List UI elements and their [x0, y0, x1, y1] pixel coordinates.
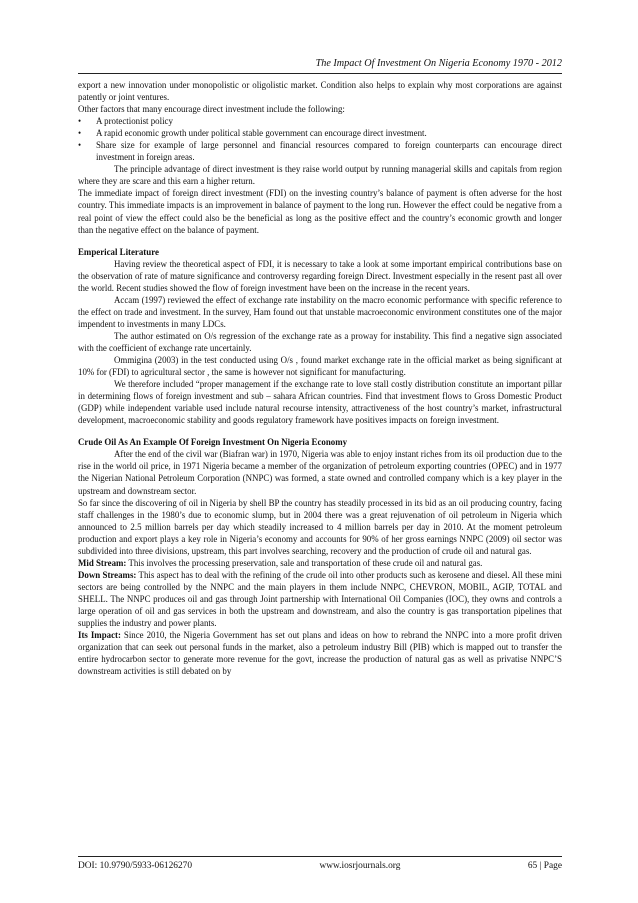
article-body [78, 79, 562, 677]
intro-paragraph-1: export a new innovation under monopolistic or oligolistic market. Condition also helps to explain why most corporations are against patently or joint ventures. [78, 80, 562, 103]
impact-label: Its Impact: [78, 630, 121, 641]
emperical-heading: Emperical Literature [78, 246, 159, 257]
midstream-label: Mid Stream: [78, 557, 127, 568]
bullet-icon: • [78, 140, 82, 151]
page [78, 58, 562, 677]
crude-paragraph-1: After the end of the civil war (Biafran war) in 1970, Nigeria was able to enjoy instant riches from its oil production due to the rise in the world oil price, in 1971 Nigeria became a member of the organization of petroleum exporting countries (OPEC) and in 1977 the Nigerian National Petroleum Corporation (NNPC) was formed, a state owned and controlled company which is a key player in the upstream and downstream sector. [78, 449, 562, 496]
downstream-label: Down Streams: [78, 569, 137, 580]
running-header: The Impact Of Investment On Nigeria Economy 1970 - 2012 [78, 58, 562, 74]
crude-oil-heading: Crude Oil As An Example Of Foreign Investment On Nigeria Economy [78, 437, 348, 448]
list-item: • A protectionist policy [78, 116, 173, 127]
impact-paragraph: Its Impact: Since 2010, the Nigeria Government has set out plans and ideas on how to rebrand the NNPC into a more profit driven organization that can seek out personal funds in the market, also a petroleum industry Bill (PIB) which is mapped out to transfer the entire hydrocarbon sector to generate more revenue for the govt, increase the production of natural gas as well as privatise NNPC’S downstream activities is still debated on by [78, 630, 562, 677]
downstream-paragraph: Down Streams: This aspect has to deal with the refining of the crude oil into other products such as kerosene and diesel. All these mini sectors are being controlled by the NNPC and the main players in them include NNPC, CHEVRON, MOBIL, AGIP, TOTAL and SHELL. The NNPC produces oil and gas through Joint partnership with International Oil Companies (IOC), they owns and controls a large operation of oil and gas services in both the upstream and downstream, and also the country is gas transportation pipelines that supplies the industry and power plants. [78, 569, 563, 629]
page-footer [78, 856, 562, 872]
page-number: 65 | Page [527, 861, 562, 871]
intro-paragraph-3: The principle advantage of direct investment is they raise world output by running managerial skills and capitals from region where they are scare and this earn a higher return. [78, 164, 562, 187]
emperical-paragraph-3: The author estimated on O/s regression of the exchange rate as a proway for instability. This find a negative sign associated with the coefficient of exchange rate uncertainly. [78, 330, 562, 353]
list-item: • A rapid economic growth under political stable government can encourage direct investment. [78, 128, 427, 139]
list-item: • Share size for example of large personnel and financial resources compared to foreign counterparts can encourage direct investment in foreign areas. [78, 140, 562, 163]
emperical-paragraph-1: Having review the theoretical aspect of FDI, it is necessary to take a look at some important empirical contributions base on the observation of rate of mature significance and controversy regarding foreign Direct. Investment especially in the resent past all over the world. Recent studies showed the flow of foreign investment have been on the increase in the recent years. [78, 258, 562, 293]
factors-list [78, 115, 562, 163]
intro-paragraph-4: The immediate impact of foreign direct investment (FDI) on the investing country’s balance of payment is often adverse for the host country. This immediate impacts is an improvement in balance of payment to the long run. However the effect could be negative from a real point of view the effect could also be the beneficial as long as the positive effect and the country’s economic growth and longer than the negative effect on the balance of payment. [78, 188, 562, 235]
midstream-paragraph: Mid Stream: This involves the processing preservation, sale and transportation of these crude oil and natural gas. [78, 557, 483, 568]
emperical-paragraph-4: Ommigina (2003) in the test conducted using O/s , found market exchange rate in the official market as being significant at 10% for (FDI) to agricultural sector , the same is however not significant for manufacturing. [78, 355, 562, 378]
intro-paragraph-2: Other factors that many encourage direct investment include the following: [78, 104, 345, 115]
bullet-icon: • [78, 116, 82, 127]
emperical-paragraph-5: We therefore included “proper management if the exchange rate to love stall costly distribution constitute an important pillar in determining flows of foreign investment and sub – sahara African countries. Find that investment flows to Gross Domestic Product (GDP) while independent variable used include natural recourse intensity, attractiveness of the host country’s market, infrastructural development, macroeconomic stability and goods regulatory framework have positives impacts on foreign investment. [78, 379, 562, 426]
emperical-paragraph-2: Accam (1997) reviewed the effect of exchange rate instability on the macro economic performance with specific reference to the effect on trade and investment. In the survey, Ham found out that unstable macroeconomic environment constitutes one of the major impendent to investments in many LDCs. [78, 294, 562, 329]
bullet-icon: • [78, 128, 82, 139]
doi-text: DOI: 10.9790/5933-06126270 [78, 861, 193, 871]
crude-paragraph-2: So far since the discovering of oil in Nigeria by shell BP the country has steadily processed in its bid as an oil producing country, facing staff challenges in the 1980’s due to economic slump, but in 2004 there was a great rejuvenation of oil petroleum in Nigeria which announced to 2.5 million barrels per day which steadily increased to 4 million barrels per day in 2010. At the moment petroleum production and export plays a key role in Nigeria’s economy and accounts for 90% of her gross earnings NNPC (2009) oil sector was subdivided into three divisions, upstream, this part involves searching, recovery and the production of crude oil and natural gas. [78, 497, 562, 556]
site-link[interactable]: www.iosrjournals.org [319, 861, 401, 871]
